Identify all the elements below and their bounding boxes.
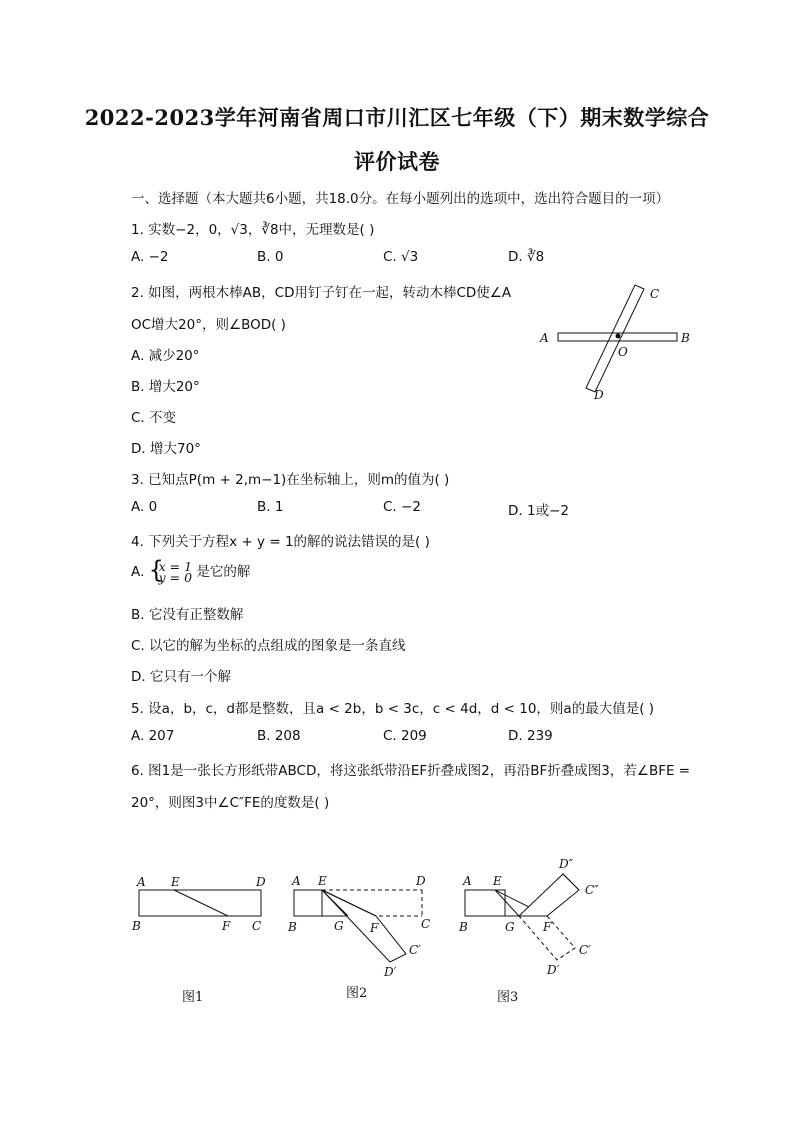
q1-option-a[interactable]: A. −2 <box>131 249 169 265</box>
label-a: A <box>463 874 472 888</box>
question-4-stem: 4. 下列关于方程x + y = 1的解的说法错误的是( ) <box>131 534 430 550</box>
q1-option-d[interactable]: D. ∛8 <box>508 249 545 265</box>
question-6-stem-cont: 20°，则图3中∠C″FE的度数是( ) <box>131 795 330 811</box>
q4-option-c[interactable]: C. 以它的解为坐标的点组成的图象是一条直线 <box>131 638 406 654</box>
q2-sticks-figure <box>530 280 710 405</box>
q2-option-a[interactable]: A. 减少20° <box>131 348 200 364</box>
label-e: E <box>493 874 502 888</box>
q6-figure-1 <box>128 868 278 940</box>
label-c-prime: C′ <box>579 943 591 957</box>
q5-option-c[interactable]: C. 209 <box>383 728 427 744</box>
page-title: 2022-2023学年河南省周口市川汇区七年级（下）期末数学综合 <box>84 105 710 130</box>
q5-option-b[interactable]: B. 208 <box>257 728 301 744</box>
label-c: C <box>252 919 262 933</box>
label-a: A <box>292 874 301 888</box>
strip-left <box>294 890 322 916</box>
equation-system <box>148 556 193 585</box>
q5-option-d[interactable]: D. 239 <box>508 728 553 744</box>
label-a: A <box>137 875 146 889</box>
q3-option-a[interactable]: A. 0 <box>131 499 158 515</box>
page-title-line2: 评价试卷 <box>354 149 440 174</box>
q4-option-b[interactable]: B. 它没有正整数解 <box>131 607 244 623</box>
label-o: O <box>618 345 628 359</box>
label-c-double-prime: C″ <box>585 883 599 897</box>
label-b: B <box>681 331 690 345</box>
label-c: C <box>421 917 431 931</box>
label-b: B <box>288 920 297 934</box>
question-6-stem: 6. 图1是一张长方形纸带ABCD，将这张纸带沿EF折叠成图2，再沿BF折叠成图3，若∠BFE = <box>131 763 691 779</box>
q1-option-c[interactable]: C. √3 <box>383 249 419 265</box>
label-d: D <box>416 874 426 888</box>
label-e: E <box>318 874 327 888</box>
q6-figure-2 <box>282 868 442 980</box>
label-c-prime: C′ <box>409 943 421 957</box>
q3-option-c[interactable]: C. −2 <box>383 499 421 515</box>
figure-1-caption: 图1 <box>182 990 204 1005</box>
q2-option-c[interactable]: C. 不变 <box>131 410 177 426</box>
question-1-stem: 1. 实数−2，0，√3，∛8中，无理数是( ) <box>131 222 375 238</box>
q5-option-a[interactable]: A. 207 <box>131 728 175 744</box>
label-a: A <box>540 331 549 345</box>
q4-option-a[interactable] <box>131 556 251 585</box>
label-f: F <box>370 921 379 935</box>
label-g: G <box>334 919 344 933</box>
label-g: G <box>505 920 515 934</box>
section-header: 一、选择题（本大题共6小题，共18.0分。在每小题列出的选项中，选出符合题目的一项） <box>131 191 670 207</box>
label-b: B <box>459 920 468 934</box>
q3-option-d[interactable]: D. 1或−2 <box>508 503 569 519</box>
q6-figure-3 <box>455 852 615 980</box>
q4-option-d[interactable]: D. 它只有一个解 <box>131 669 231 685</box>
question-2-stem: 2. 如图，两根木棒AB，CD用钉子钉在一起，转动木棒CD使∠A <box>131 285 512 301</box>
q4-option-a-suffix: 是它的解 <box>196 564 251 580</box>
eq-line-1: x = 1 <box>158 559 193 574</box>
question-2-stem-cont: OC增大20°，则∠BOD( ) <box>131 317 286 333</box>
figure-2-caption: 图2 <box>346 986 368 1001</box>
q1-option-b[interactable]: B. 0 <box>257 249 284 265</box>
q2-option-b[interactable]: B. 增大20° <box>131 379 200 395</box>
q2-option-d[interactable]: D. 增大70° <box>131 441 201 457</box>
question-5-stem: 5. 设a，b，c，d都是整数，且a < 2b，b < 3c，c < 4d，d < 10，则a的最大值是( ) <box>131 701 655 717</box>
label-e: E <box>171 875 180 889</box>
label-f: F <box>543 920 552 934</box>
figure-3-caption: 图3 <box>497 990 519 1005</box>
nail-point <box>616 334 621 339</box>
label-d-prime: D′ <box>547 963 560 977</box>
label-f: F <box>222 919 231 933</box>
label-d-double-prime: D″ <box>559 857 574 871</box>
label-b: B <box>132 919 141 933</box>
label-d: D <box>256 875 266 889</box>
q3-option-b[interactable]: B. 1 <box>257 499 284 515</box>
label-c: C <box>650 287 660 301</box>
brace-icon: { <box>148 556 164 584</box>
question-3-stem: 3. 已知点P(m + 2,m−1)在坐标轴上，则m的值为( ) <box>131 472 450 488</box>
eq-line-2: y = 0 <box>158 570 193 585</box>
label-d: D <box>594 388 604 402</box>
label-d-prime: D′ <box>384 965 397 979</box>
q4-option-a-prefix: A. <box>131 564 145 580</box>
